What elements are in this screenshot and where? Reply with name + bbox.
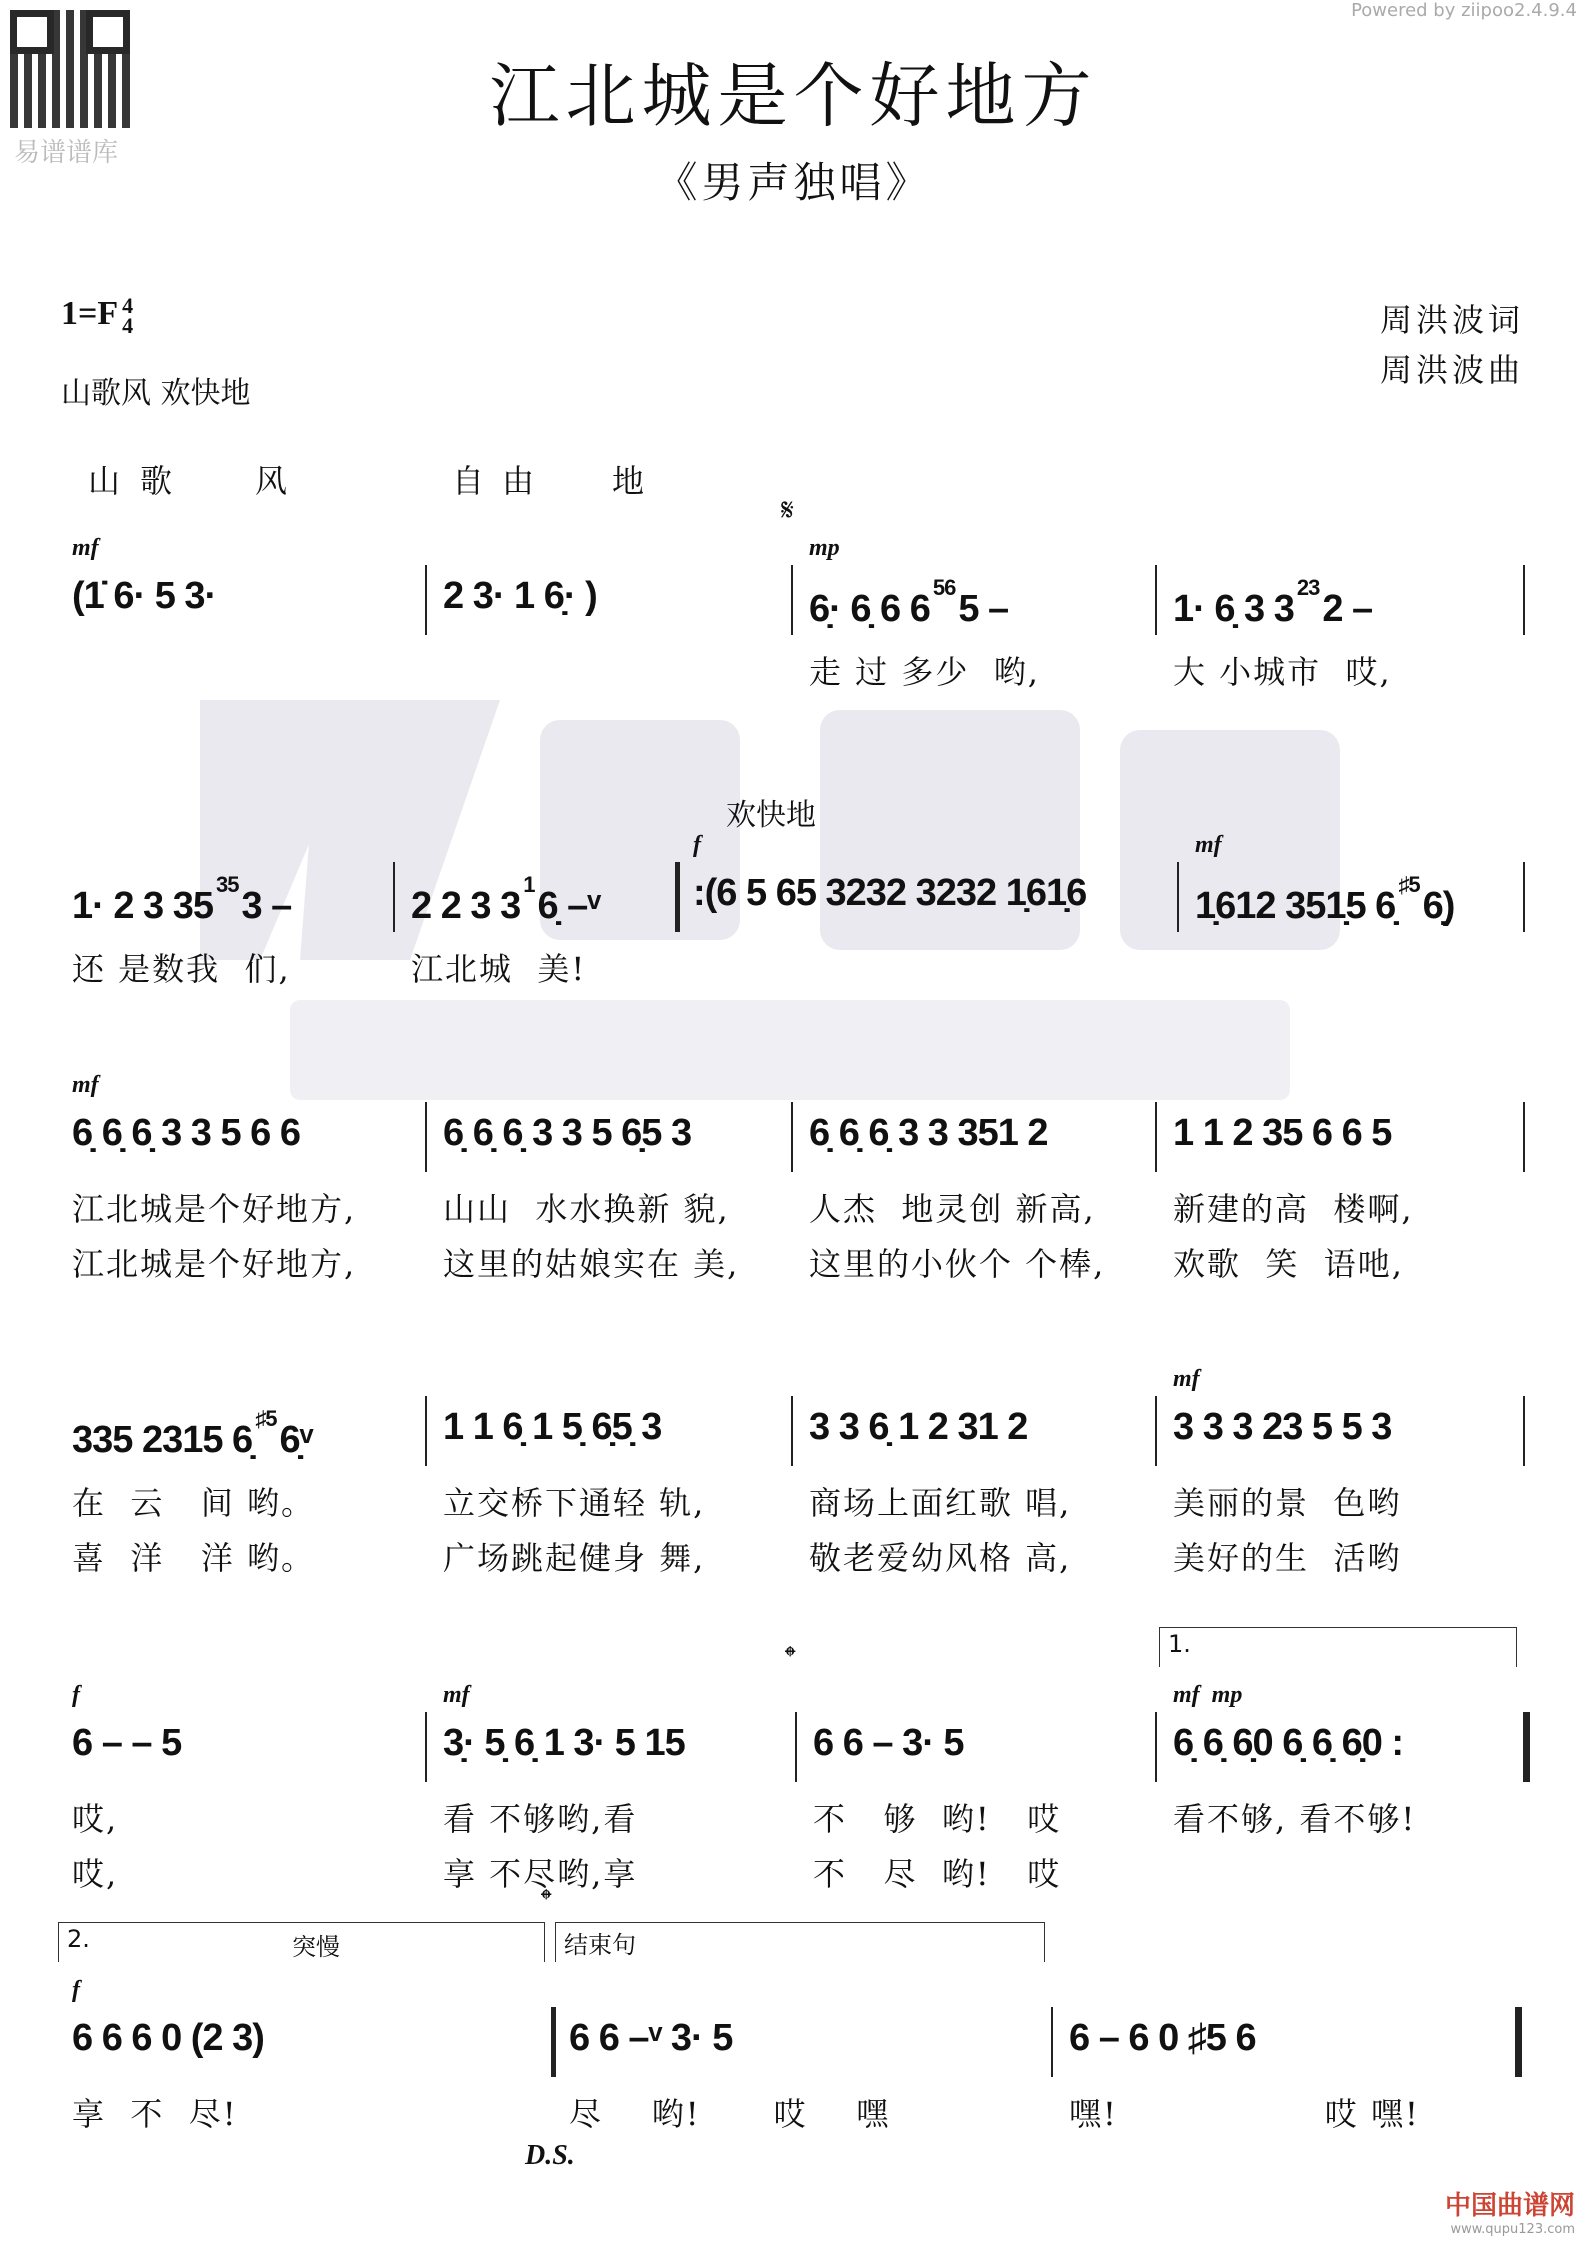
notes xyxy=(1173,1112,1391,1155)
notes xyxy=(72,872,291,928)
lyric-verse-2: 广场跳起健身 舞, xyxy=(443,1539,706,1577)
dynamic-marking: mf xyxy=(72,1072,99,1098)
note-group: (1̇ 6· 5 3· xyxy=(72,575,217,617)
lyric-verse-1: 在 云 间 哟。 xyxy=(72,1484,316,1522)
grace-note: 1 xyxy=(523,872,535,897)
segno-icon: 𝄋 xyxy=(781,493,794,528)
lyric-verse-2: 欢歌 笑 语吔, xyxy=(1173,1245,1404,1283)
notes xyxy=(809,1406,1027,1449)
lyric-verse-1: 山山 水水换新 貌, xyxy=(443,1190,730,1228)
dynamic-marking: mp xyxy=(809,535,840,561)
note-group: 6 – – 5 xyxy=(72,1722,182,1764)
volta-bracket: 1. xyxy=(1159,1627,1517,1667)
lyric-verse-2: 不 尽 哟! 哎 xyxy=(813,1855,1062,1893)
notes xyxy=(72,1406,312,1462)
bar-line xyxy=(1051,2007,1053,2077)
note-group: 6̣ᵛ xyxy=(279,1419,313,1461)
bar-line xyxy=(675,862,680,932)
notes xyxy=(443,1722,685,1765)
notes xyxy=(569,2017,732,2060)
notes xyxy=(809,575,1008,631)
lyricist: 周洪波词 xyxy=(1380,301,1525,339)
dynamic-marking: f xyxy=(72,1977,80,2003)
library-label: 易谱谱库 xyxy=(14,138,119,168)
lyric-verse-1: 享 不 尽! xyxy=(72,2095,238,2133)
notes xyxy=(72,2017,264,2060)
notes xyxy=(693,872,1086,915)
bar-line xyxy=(791,565,793,635)
grace-note: ♯5 xyxy=(255,1406,277,1431)
bar-line xyxy=(393,862,395,932)
subtitle: 《男声独唱》 xyxy=(655,158,932,207)
bar-line xyxy=(1523,1396,1525,1466)
bar-line xyxy=(1155,1396,1157,1466)
page-title: 江北城是个好地方 xyxy=(489,55,1098,137)
bar-line xyxy=(425,1102,427,1172)
composer: 周洪波曲 xyxy=(1380,351,1525,389)
bar-line xyxy=(1523,1712,1530,1782)
dynamic-marking: mf xyxy=(443,1682,470,1708)
note-group: 6 6 – 3· 5 xyxy=(813,1722,964,1764)
grace-note: 56 xyxy=(932,575,956,600)
phrase-char: 歌 xyxy=(140,462,173,500)
dynamic-marking: f xyxy=(693,832,701,858)
grace-note: ♯5 xyxy=(1398,872,1420,897)
notes xyxy=(1173,1406,1391,1449)
lyric-verse-1: 人杰 地灵创 新高, xyxy=(809,1190,1096,1228)
time-signature xyxy=(122,293,134,339)
dynamic-marking: mf mp xyxy=(1173,1682,1243,1708)
bar-line xyxy=(551,2007,556,2077)
notes xyxy=(72,1112,300,1155)
time-top: 4 xyxy=(122,293,134,319)
notes xyxy=(813,1722,964,1765)
note-group: 2 2 3 3 xyxy=(411,885,521,927)
grace-note: 23 xyxy=(1296,575,1320,600)
lyric-verse-1: 尽 哟! 哎 嘿 xyxy=(569,2095,891,2133)
lyric-verse-1: 哎, xyxy=(72,1800,119,1838)
lyric-verse-1: 商场上面红歌 唱, xyxy=(809,1484,1072,1522)
site-url: www.qupu123.com xyxy=(1450,2222,1575,2237)
lyric-verse-2: 江北城是个好地方, xyxy=(72,1245,357,1283)
phrase-char: 由 xyxy=(502,462,535,500)
note-group: 1· 6̣ 3 3 xyxy=(1173,588,1294,630)
notes xyxy=(1173,575,1372,631)
notes xyxy=(411,872,600,928)
notes xyxy=(443,575,597,618)
note-group: 6̣ 6̣ 6̣ 3 3 351 2 xyxy=(809,1112,1048,1154)
site-name: 中国曲谱网 xyxy=(1444,2191,1575,2221)
tempo-change: 欢快地 xyxy=(726,798,816,833)
dynamic-marking: mf xyxy=(1173,1366,1200,1392)
bar-line xyxy=(1155,1712,1157,1782)
lyric-verse-1: 嘿! 哎 嘿! xyxy=(1069,2095,1420,2133)
note-group: 6̣ –ᵛ xyxy=(537,885,601,927)
grace-note: 35 xyxy=(216,872,239,897)
time-bottom: 4 xyxy=(122,313,134,339)
volta-bracket: 结束句 xyxy=(555,1922,1045,1962)
note-group: 5 – xyxy=(958,588,1009,630)
lyric-verse-1: 美丽的景 色哟 xyxy=(1173,1484,1402,1522)
lyric-verse-1: 立交桥下通轻 轨, xyxy=(443,1484,706,1522)
phrase-char: 地 xyxy=(612,462,645,500)
note-group: 6̣) xyxy=(1422,885,1455,927)
volta-bracket: 2. xyxy=(58,1922,545,1962)
lyric-verse-2: 敬老爱幼风格 高, xyxy=(809,1539,1072,1577)
note-group: 1 1 6̣ 1 5̣ 6̣5̣ 3 xyxy=(443,1406,662,1448)
lyric-verse-1: 看不够, 看不够! xyxy=(1173,1800,1417,1838)
bar-line xyxy=(791,1102,793,1172)
bar-line xyxy=(1523,1102,1525,1172)
phrase-char: 风 xyxy=(255,462,288,500)
notes xyxy=(1195,872,1454,928)
note-group: 1̣612 351̣5 6̣ xyxy=(1195,885,1396,927)
dynamic-marking: f xyxy=(72,1682,80,1708)
note-group: 1· 2 3 35 xyxy=(72,885,213,927)
note-group: 6̣· 6̣ 6 6 xyxy=(809,588,930,630)
coda-icon: 𝄌 xyxy=(541,1883,552,1918)
note-group: 2 3· 1 6̣· ) xyxy=(443,575,597,617)
lyric-verse-2: 这里的姑娘实在 美, xyxy=(443,1245,740,1283)
notes xyxy=(809,1112,1048,1155)
bar-line xyxy=(1155,1102,1157,1172)
bar-line xyxy=(1155,565,1157,635)
style-marking: 山歌风 欢快地 xyxy=(61,376,251,411)
dynamic-marking: mf xyxy=(1195,832,1222,858)
note-group: 3 3 6̣ 1 2 31 2 xyxy=(809,1406,1028,1448)
lyric-verse-2: 喜 洋 洋 哟。 xyxy=(72,1539,316,1577)
phrase-char: 自 xyxy=(452,462,485,500)
lyric-verse-2: 享 不尽哟,享 xyxy=(443,1855,638,1893)
lyric-verse-1: 不 够 哟! 哎 xyxy=(813,1800,1062,1838)
dynamic-marking: mf xyxy=(72,535,99,561)
note-group: :(6 5 65 3232 3232 1̣61̣6 xyxy=(693,872,1087,914)
note-group: 3 3 3 23 5 5 3 xyxy=(1173,1406,1392,1448)
notes xyxy=(1069,2017,1256,2060)
lyric-verse-1: 江北城 美! xyxy=(411,950,587,988)
bar-line xyxy=(791,1396,793,1466)
lyric-verse-1: 江北城是个好地方, xyxy=(72,1190,357,1228)
lyric-verse-1: 还 是数我 们, xyxy=(72,950,291,988)
key-signature xyxy=(61,293,134,339)
note-group: 2 – xyxy=(1322,588,1373,630)
bar-line xyxy=(795,1712,797,1782)
site-logo xyxy=(1445,2185,1575,2237)
note-group: 6 6 –ᵛ 3· 5 xyxy=(569,2017,733,2059)
tempo-marking: 突慢 xyxy=(292,1933,340,1961)
note-group: 6 – 6 0 ♯5 6 xyxy=(1069,2017,1256,2059)
note-group: 3 – xyxy=(241,885,292,927)
notes xyxy=(1173,1722,1403,1765)
bar-line xyxy=(1523,862,1525,932)
lyric-verse-2: 美好的生 活哟 xyxy=(1173,1539,1402,1577)
lyric-verse-2: 这里的小伙个 个棒, xyxy=(809,1245,1106,1283)
bar-line xyxy=(1177,862,1179,932)
notes xyxy=(72,575,216,618)
lyric-verse-2: 哎, xyxy=(72,1855,119,1893)
lyric-verse-1: 走 过 多少 哟, xyxy=(809,653,1040,691)
notes xyxy=(443,1406,661,1449)
lyric-verse-1: 新建的高 楼啊, xyxy=(1173,1190,1414,1228)
note-group: 3̣· 5̣ 6̣ 1 3· 5 15 xyxy=(443,1722,685,1764)
bar-line xyxy=(1515,2007,1522,2077)
note-group: 6̣ 6̣ 6̣ 3 3 5 6 6 xyxy=(72,1112,300,1154)
note-group: 6 6 6 0 (2 3) xyxy=(72,2017,264,2059)
note-group: 6̣ 6̣ 6̣ 3 3 5 6̣5 3 xyxy=(443,1112,692,1154)
coda-icon: 𝄌 xyxy=(785,1640,796,1675)
lyric-verse-1: 大 小城市 哎, xyxy=(1173,653,1392,691)
bar-line xyxy=(1523,565,1525,635)
key: 1=F xyxy=(61,295,119,332)
bar-line xyxy=(425,565,427,635)
phrase-char: 山 xyxy=(88,462,121,500)
notes xyxy=(443,1112,691,1155)
note-group: 1 1 2 35 6 6 5 xyxy=(1173,1112,1392,1154)
dal-segno: D.S. xyxy=(525,2140,575,2171)
bar-line xyxy=(425,1712,427,1782)
note-group: 335 2315 6̣ xyxy=(72,1419,253,1461)
powered-by: Powered by ziipoo2.4.9.4 xyxy=(1351,0,1577,21)
bar-line xyxy=(425,1396,427,1466)
notes xyxy=(72,1722,181,1765)
note-group: 6̣ 6̣ 6̣0 6̣ 6̣ 6̣0 : xyxy=(1173,1722,1404,1764)
lyric-verse-1: 看 不够哟,看 xyxy=(443,1800,638,1838)
